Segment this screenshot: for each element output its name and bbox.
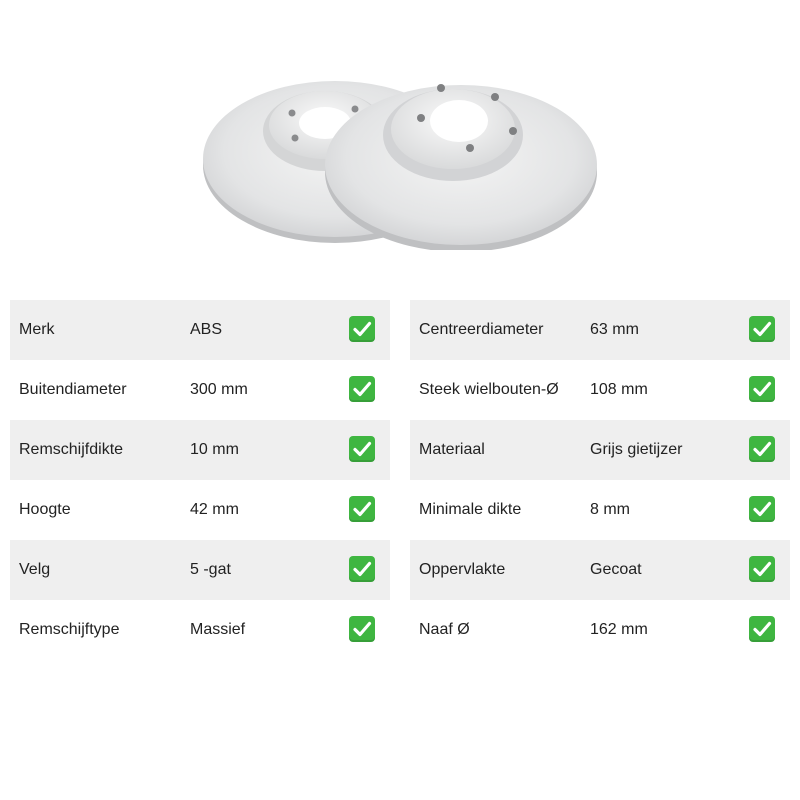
check-mark-icon bbox=[749, 376, 775, 402]
spec-label: Hoogte bbox=[19, 501, 71, 518]
spec-value: 63 mm bbox=[590, 321, 639, 338]
spec-value: Gecoat bbox=[590, 561, 642, 578]
check-mark-icon bbox=[349, 436, 375, 462]
spec-label: Naaf Ø bbox=[419, 621, 470, 638]
spec-value: 10 mm bbox=[190, 441, 239, 458]
spec-label: Remschijftype bbox=[19, 621, 120, 638]
check-mark-icon bbox=[349, 496, 375, 522]
spec-table-right bbox=[410, 300, 790, 660]
check-mark-icon bbox=[349, 376, 375, 402]
check-mark-icon bbox=[349, 556, 375, 582]
spec-value: Massief bbox=[190, 621, 246, 638]
spec-row bbox=[10, 480, 390, 540]
brake-disc-front bbox=[325, 84, 597, 250]
spec-row bbox=[410, 360, 790, 420]
check-mark-icon bbox=[749, 436, 775, 462]
spec-row bbox=[10, 360, 390, 420]
spec-row bbox=[410, 480, 790, 540]
spec-row bbox=[410, 540, 790, 600]
spec-value: 8 mm bbox=[590, 501, 630, 518]
spec-row bbox=[410, 300, 790, 360]
check-mark-icon bbox=[749, 556, 775, 582]
spec-table-left bbox=[10, 300, 390, 660]
check-mark-icon bbox=[749, 316, 775, 342]
spec-label: Minimale dikte bbox=[419, 501, 522, 518]
spec-value: 108 mm bbox=[590, 381, 648, 398]
spec-row bbox=[10, 300, 390, 360]
spec-value: ABS bbox=[190, 321, 223, 338]
spec-row bbox=[410, 600, 790, 660]
brake-discs-image bbox=[195, 55, 605, 250]
spec-value: 162 mm bbox=[590, 621, 648, 638]
spec-label: Merk bbox=[19, 321, 55, 338]
spec-row bbox=[10, 600, 390, 660]
spec-value: 5 -gat bbox=[190, 561, 231, 578]
spec-label: Centreerdiameter bbox=[419, 321, 544, 338]
spec-label: Buitendiameter bbox=[19, 381, 127, 398]
check-mark-icon bbox=[749, 496, 775, 522]
spec-label: Oppervlakte bbox=[419, 561, 506, 578]
spec-value: 300 mm bbox=[190, 381, 248, 398]
spec-value: 42 mm bbox=[190, 501, 239, 518]
spec-label: Velg bbox=[19, 561, 51, 578]
spec-row bbox=[10, 420, 390, 480]
spec-label: Steek wielbouten-Ø bbox=[419, 381, 559, 398]
spec-label: Remschijfdikte bbox=[19, 441, 124, 458]
check-mark-icon bbox=[349, 616, 375, 642]
spec-row bbox=[10, 540, 390, 600]
check-mark-icon bbox=[749, 616, 775, 642]
check-mark-icon bbox=[349, 316, 375, 342]
spec-value: Grijs gietijzer bbox=[590, 441, 683, 458]
spec-label: Materiaal bbox=[419, 441, 485, 458]
spec-row bbox=[410, 420, 790, 480]
